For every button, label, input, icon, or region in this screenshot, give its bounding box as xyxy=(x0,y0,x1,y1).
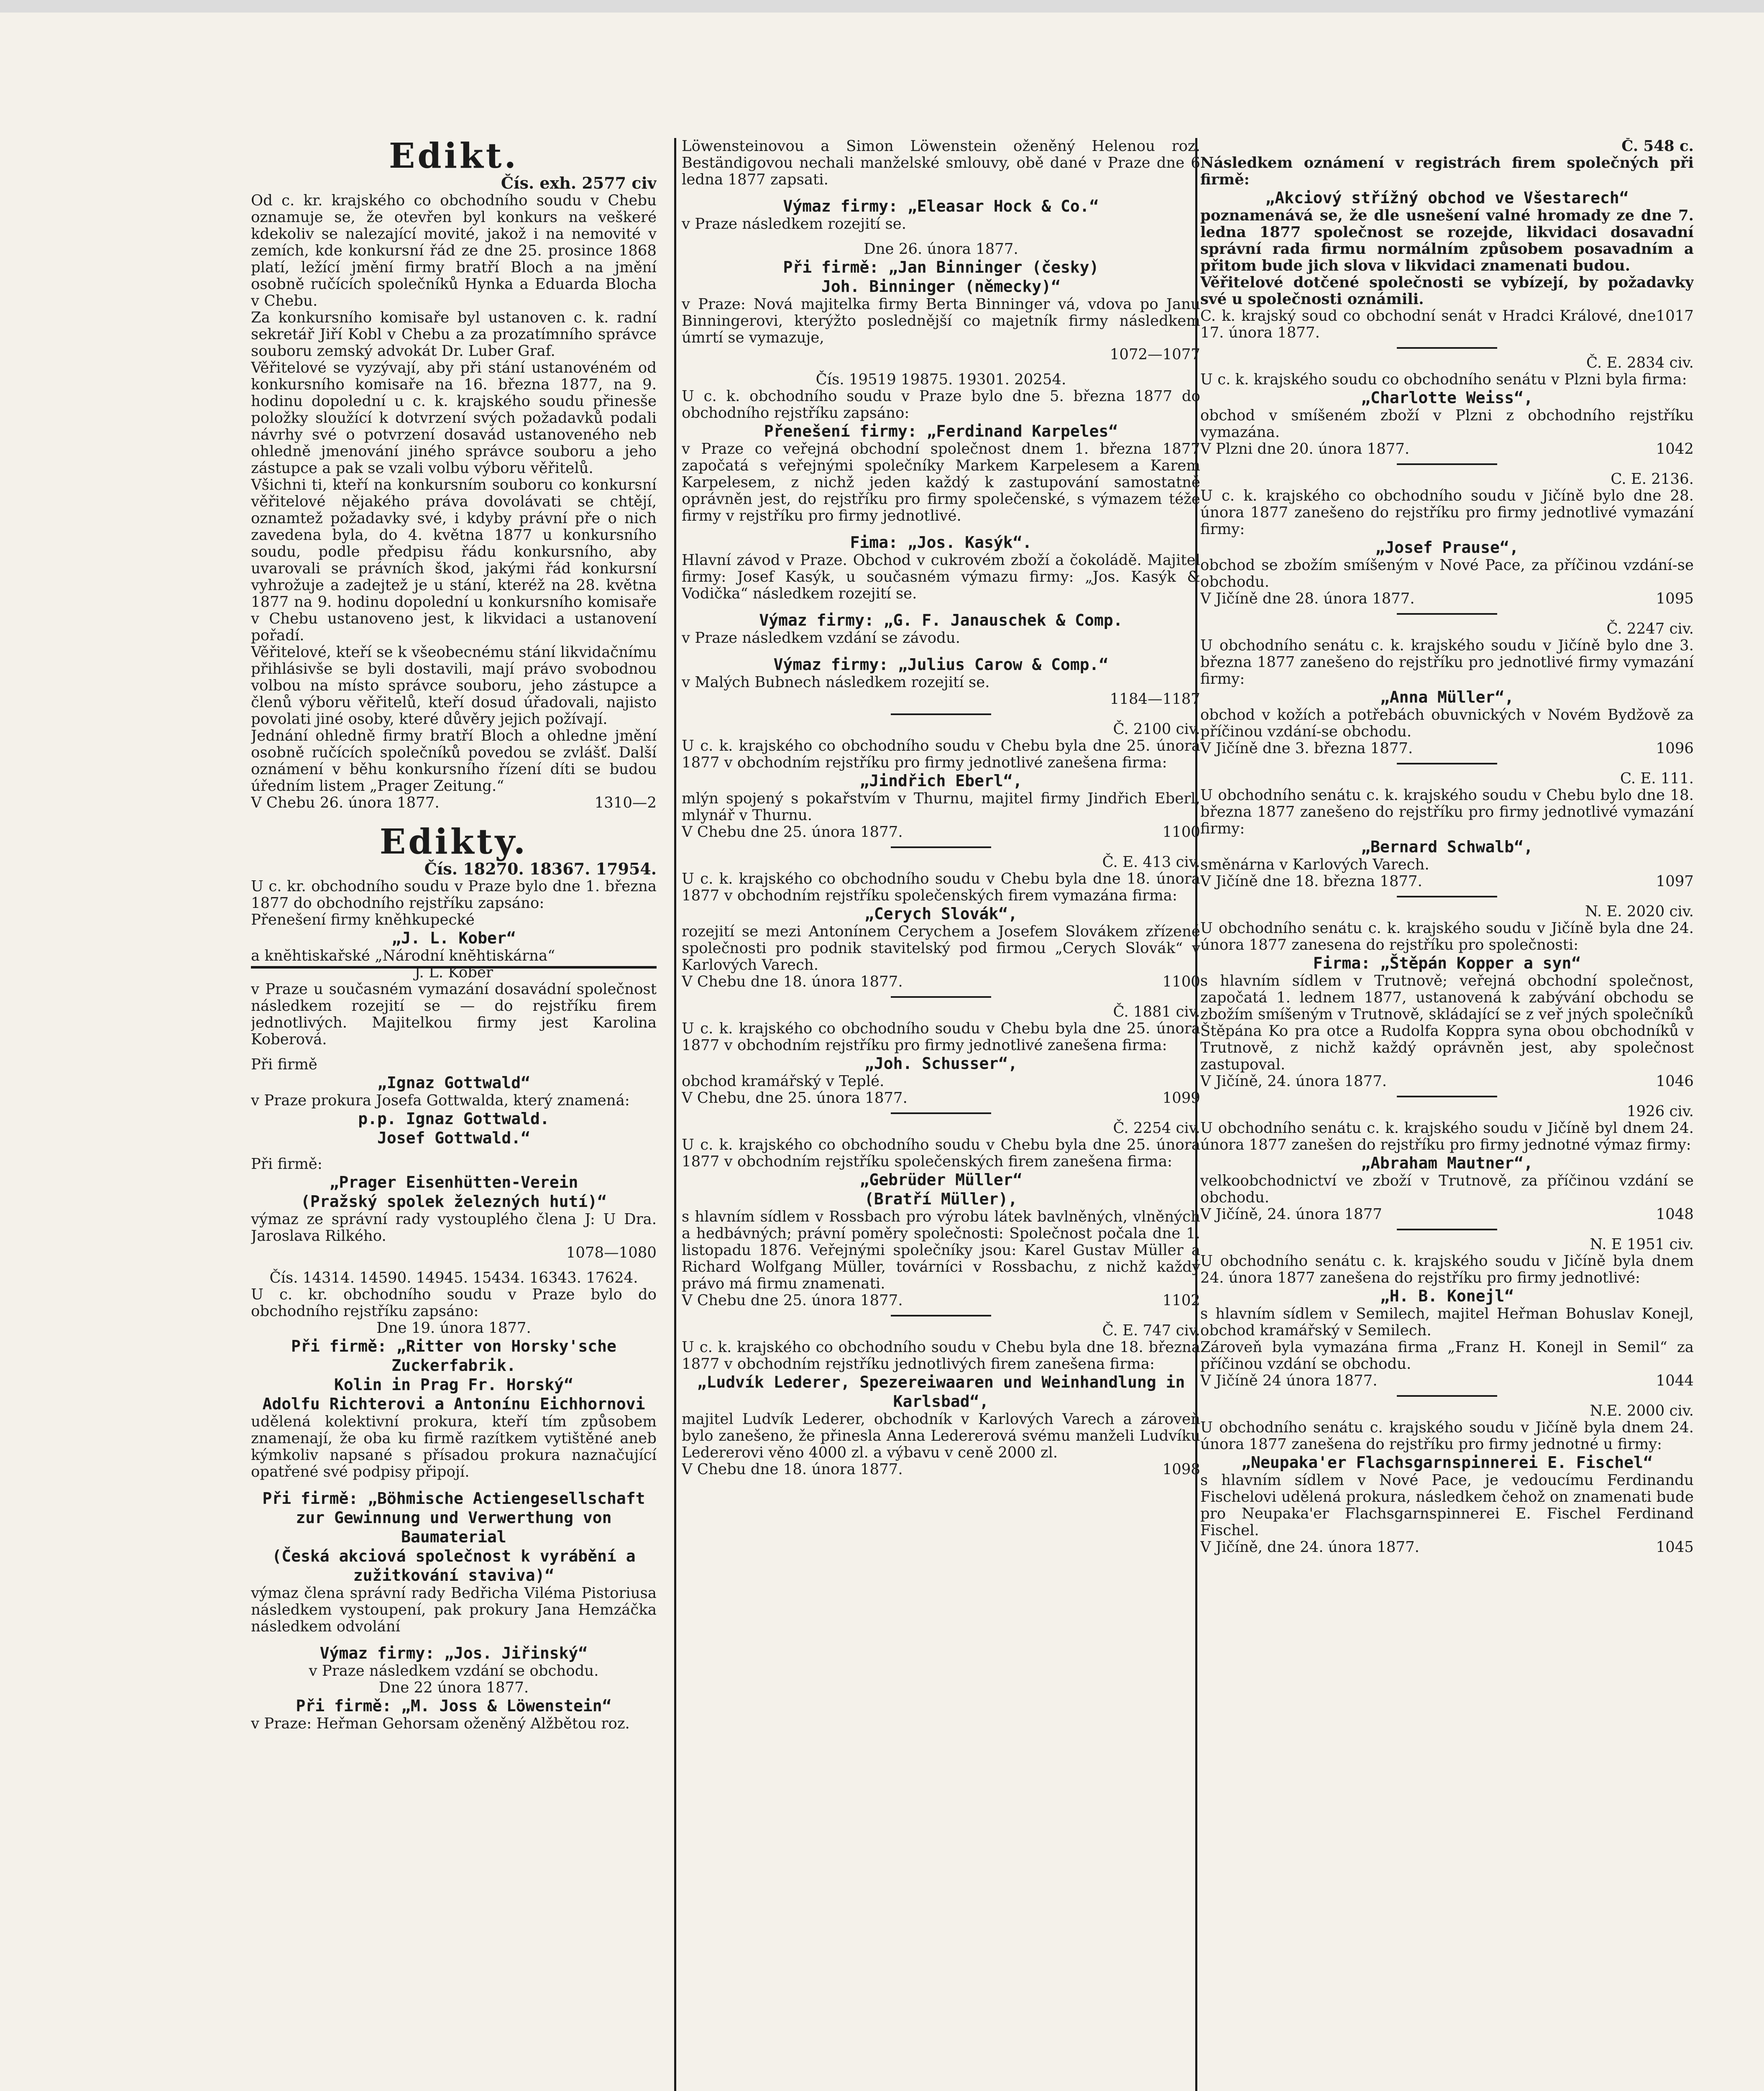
notice-paragraph: s hlavním sídlem v Rossbach pro výrobu látek bavlněných, vlněných a hedbávných; právní poměry společnosti: Společnost počala dne 1. listopadu 1876. Veřejnými společníky jsou: Karel Gustav Müller a Richard Wolfgang Müller, továrníci v Rossbachu, z nichž každý právo má firmu znamenati. xyxy=(682,1208,1200,1292)
notice-ref: Č. 2247 civ. xyxy=(1606,620,1694,637)
notice-paragraph: U obchodního senátu c. k. krajského soudu v Chebu bylo dne 18. března 1877 zanešeno do rejstříku pro firmy jednotlivé vymazání firmy: xyxy=(1200,787,1694,837)
notice-paragraph: velkoobchodnictví ve zboží v Trutnově, za příčinou vzdání se obchodu. xyxy=(1200,1172,1694,1206)
notice-paragraph: U c. k. krajského co obchodního soudu v Jičíně bylo dne 28. února 1877 zanešeno do rejstříku pro firmy jednotlivé vymazání firmy: xyxy=(1200,487,1694,538)
firm-name: „Anna Müller“, xyxy=(1380,688,1514,706)
notice-number: 1046 xyxy=(1656,1073,1694,1090)
notice-paragraph: v Praze: Nová majitelka firmy Berta Binninger vá, vdova po Janu Binningerovi, kterýžto poslednější co majetník firmy následkem úmrtí se vymazuje, xyxy=(682,296,1200,346)
notice-signature xyxy=(1200,1539,1694,1556)
notice-number: 1072—1077 xyxy=(1110,346,1200,363)
firm-name: „J. L. Kober“ xyxy=(391,929,516,947)
notice-paragraph: výmaz člena správní rady Bedřicha Viléma Pistoriusa následkem vystoupení, pak prokury Jana Hemzáčka následkem odvolání xyxy=(251,1585,657,1635)
notice-paragraph: J. L. Kober xyxy=(414,964,493,981)
notice-date: V Chebu dne 25. února 1877. xyxy=(682,823,903,841)
notice-paragraph: majitel Ludvík Lederer, obchodník v Karlových Varech a zároveň bylo zanešeno, že přinesla Anna Ledererová svému manželi Ludvíku Ledererovi věno 4000 zl. a výbavu v ceně 2000 zl. xyxy=(682,1411,1200,1461)
firm-name: Firma: „Štěpán Kopper a syn“ xyxy=(1313,954,1581,972)
notice-date: V Jičíně 24 února 1877. xyxy=(1200,1372,1378,1389)
notice-ref: Č. 2254 civ. xyxy=(1113,1120,1200,1137)
firm-name: „Charlotte Weiss“, xyxy=(1361,389,1533,407)
notice-paragraph: Zároveň byla vymazána firma „Franz H. Konejl in Semil“ za příčinou vzdání se obchodu. xyxy=(1200,1339,1694,1373)
notice-date: Dne 22 února 1877. xyxy=(378,1679,529,1696)
notice-paragraph: obchod v smíšeném zboží v Plzni z obchodního rejstříku vymazána. xyxy=(1200,407,1694,441)
notice-paragraph: U obchodního senátu c. k. krajského soudu v Jičíně bylo dne 3. března 1877 zanešeno do rejstříku pro jednotlivé firmy vymazání firmy: xyxy=(1200,637,1694,688)
separator xyxy=(1397,896,1497,897)
notice-paragraph: U c. k. krajského co obchodního soudu v Chebu byla dne 18. února 1877 v obchodním rejstříku společenských firem vymazána firma: xyxy=(682,870,1200,904)
edikt-paragraph: Od c. kr. krajského co obchodního soudu v Chebu oznamuje se, že otevřen byl konkurs na veškeré kdekoliv se nalezající movité, jakož i na nemovité v zemích, kde konkursní řád ze dne 25. prosince 1868 platí, ležící jmění firmy bratří Bloch a na jmění osobně ručících společníků Hynka a Eduarda Blocha v Chebu. xyxy=(251,192,657,309)
notice-paragraph: U c. k. krajského co obchodního soudu v Chebu byla dne 18. března 1877 v obchodním rejstříku jednotlivých firem zanešena firma: xyxy=(682,1339,1200,1373)
notice-paragraph: v Praze následkem rozejití se. xyxy=(682,215,906,233)
notice-ref: Č. 1881 civ. xyxy=(1113,1003,1200,1020)
edikt-date: V Chebu 26. února 1877. xyxy=(251,794,440,811)
notice-paragraph: v Praze následkem vzdání se obchodu. xyxy=(309,1662,599,1679)
notice-ref: Č. 2100 civ. xyxy=(1113,721,1200,738)
firm-name: „Prager Eisenhütten-Verein xyxy=(329,1173,578,1191)
separator xyxy=(891,996,991,998)
notice-paragraph: U c. k. obchodního soudu v Praze bylo dne 5. března 1877 do obchodního rejstříku zapsáno: xyxy=(682,388,1200,422)
notice-number: 1100 xyxy=(1162,823,1200,841)
scan-top-border xyxy=(0,0,1764,13)
edikt-text xyxy=(251,192,657,811)
notice-signature xyxy=(682,974,1200,990)
notice-paragraph: výmaz ze správní rady vystouplého člena J: U Dra. Jaroslava Rilkého. xyxy=(251,1211,657,1245)
notice-paragraph: rozejití se mezi Antonínem Cerychem a Josefem Slovákem zřízené společnosti pro podnik stavitelský pod firmou „Cerych Slovák“ v Karlových Varech. xyxy=(682,923,1200,974)
separator xyxy=(891,1112,991,1114)
notice-date: V Chebu, dne 25. února 1877. xyxy=(682,1089,908,1107)
notice-date: V Jičíně dne 18. března 1877. xyxy=(1200,873,1422,890)
firm-name: „Abraham Mautner“, xyxy=(1361,1154,1533,1172)
notice-paragraph: v Praze co veřejná obchodní společnost dnem 1. března 1877 započatá s veřejnými společníky Markem Karpelesem a Karem Karpelesem, z nichž jeden každý k zastupování samostatně oprávněn jest, do rejstříku pro firmy společenské, s výmazem téže firmy v rejstříku pro firmy jednotlivé. xyxy=(682,440,1200,524)
notice-date: V Jičíně, dne 24. února 1877. xyxy=(1200,1539,1419,1556)
firm-name: „Bernard Schwalb“, xyxy=(1361,838,1533,856)
notice-signature xyxy=(682,1461,1200,1478)
firm-name: Při firmě: „M. Joss & Löwenstein“ xyxy=(296,1697,612,1715)
notice-date: V Chebu dne 25. února 1877. xyxy=(682,1292,903,1309)
notice-date: V Jičíně dne 3. března 1877. xyxy=(1200,740,1413,757)
edikt-paragraph: Věřitelové se vyzývají, aby při stání ustanovéném od konkursního komisaře na 16. března 1877, na 9. hodinu dopolední u c. k. krajského soudu přinesše položky sloužící k dotvrzení svých požadavků podali návrhy své o potvrzení dosavád ustanoveného neb ohledně jmenování jiného správce souboru a jeho zástupce a pak se vzali volbu výboru věřitelů. xyxy=(251,359,657,477)
firm-name: Přenešení firmy: „Ferdinand Karpeles“ xyxy=(764,422,1118,440)
firm-name: Joh. Binninger (německy)“ xyxy=(821,277,1061,296)
notice-paragraph: s hlavním sídlem v Trutnově; veřejná obchodní společnost, započatá 1. lednem 1877, ustanovená k zabývání obchodu se zbožím smíšeným v Trutnově, skládající se z veř jných společníků Štěpána Ko pra otce a Rudolfa Koppra syna obou obchodníků v Trutnově, z nichž každý oprávněn jest, aby společnost zastupoval. xyxy=(1200,972,1694,1073)
notice-ref: N.E. 2000 civ. xyxy=(1590,1402,1694,1419)
firm-name: (Bratří Müller), xyxy=(864,1190,1018,1208)
notice-paragraph: v Malých Bubnech následkem rozejití se. xyxy=(682,674,990,691)
notice-paragraph: U c. k. krajského co obchodního soudu v Chebu byla dne 25. února 1877 v obchodním rejstříku pro firmy jednotlivé zanešena firma: xyxy=(682,1020,1200,1054)
notice-date: Dne 19. února 1877. xyxy=(376,1319,531,1337)
edikt-paragraph: Všichni ti, kteří na konkursním souboru co konkursní věřitelové nějakého práva dovolávati se chtějí, oznamtež požadavky své, i kdyby právní pře o nich zavedena byla, do 4. května 1877 u konkursního soudu, podle předpisu řádu konkursního, aby uvarovali se právních škod, jakými řád konkursní vyhrožuje a zadejtež je u stání, kteréž na 28. května 1877 na 9. hodinu dopolední u konkursního komisaře v Chebu ustanoveno jest, k likvidaci a ustanovení pořadí. xyxy=(251,476,657,644)
notice-number: 1048 xyxy=(1656,1206,1694,1223)
notice-paragraph: U obchodního senátu c. k. krajského soudu v Jičíně byl dnem 24. února 1877 zanešen do rejstříku pro firmy jednotné výmaz firmy: xyxy=(1200,1120,1694,1153)
edikt-number: 1310—2 xyxy=(594,794,657,811)
firm-name: „Jindřich Eberl“, xyxy=(859,772,1023,790)
separator xyxy=(1397,1229,1497,1230)
notice-number: 1045 xyxy=(1656,1539,1694,1556)
notice-paragraph: Následkem oznámení v registrách firem společných při firmě: xyxy=(1200,154,1694,188)
notice-number: 1100 xyxy=(1162,973,1200,990)
notice-paragraph: U c. k. krajského co obchodního soudu v Chebu byla dne 25. února 1877 v obchodním rejstříku společenských firem zanešena firma: xyxy=(682,1136,1200,1170)
firm-name: „Gebrüder Müller“ xyxy=(859,1171,1023,1189)
edikt-title: Edikt. xyxy=(389,138,519,176)
notice-signature xyxy=(682,824,1200,841)
notice-paragraph: obchod v kožích a potřebách obuvnických v Novém Bydžově za příčinou vzdání-se obchodu. xyxy=(1200,706,1694,740)
notice-number: 1099 xyxy=(1162,1089,1200,1107)
notice-signature xyxy=(1200,740,1694,757)
notice-paragraph: v Praze následkem vzdání se závodu. xyxy=(682,629,960,647)
notice-number: 1184—1187 xyxy=(1110,690,1200,708)
separator xyxy=(1397,613,1497,615)
notice-signature xyxy=(1200,873,1694,890)
firm-name: „Ignaz Gottwald“ xyxy=(377,1074,531,1092)
firm-name: Výmaz firmy: „Jos. Jiřinský“ xyxy=(320,1644,588,1662)
notice-signature xyxy=(1200,1073,1694,1090)
notice-paragraph: v Praze u současném vymazání dosavádní společnost následkem rozejití se — do rejstříku firem jednotlivých. Majitelkou firmy jest Karolina Koberová. xyxy=(251,981,657,1048)
notice-date: V Plzni dne 20. února 1877. xyxy=(1200,440,1410,458)
separator xyxy=(891,1315,991,1316)
edikty-ref: Čís. 18270. 18367. 17954. xyxy=(424,859,657,878)
notice-signature xyxy=(1200,441,1694,458)
column-1 xyxy=(251,138,657,2091)
notice-ref: Čís. 14314. 14590. 14945. 15434. 16343. 17624. xyxy=(269,1269,638,1286)
notice-ref: Čís. 19519 19875. 19301. 20254. xyxy=(816,371,1066,388)
notice-number: 1095 xyxy=(1656,590,1694,607)
notice-paragraph: Věřitelové dotčené společnosti se vybízejí, by požadavky své u společnosti oznámili. xyxy=(1200,274,1694,308)
notice-paragraph: U obchodního senátu c. k. krajského soudu v Jičíně byla dnem 24. února 1877 zanešena do rejstříku pro firmy jednotlivé: xyxy=(1200,1253,1694,1286)
separator xyxy=(1397,347,1497,349)
notice-paragraph: v Praze prokura Josefa Gottwalda, který znamená: xyxy=(251,1092,630,1109)
notice-ref: Č. E. 2834 civ. xyxy=(1586,354,1694,371)
column-2-text xyxy=(682,138,1200,1478)
firm-name: Při firmě: „Jan Binninger (česky) xyxy=(783,258,1099,276)
firm-name: „Cerych Slovák“, xyxy=(864,905,1018,923)
notice-date: V Jičíně dne 28. února 1877. xyxy=(1200,590,1415,607)
notice-ref: C. E. 111. xyxy=(1620,770,1694,787)
notice-paragraph: U c. k. krajského soudu co obchodního senátu v Plzni byla firma: xyxy=(1200,371,1687,388)
notice-number: 1097 xyxy=(1656,873,1694,890)
firm-name: „Josef Prause“, xyxy=(1375,538,1519,557)
notice-paragraph: U c. kr. obchodního soudu v Praze bylo dne 1. března 1877 do obchodního rejstříku zapsáno: xyxy=(251,878,657,912)
firm-name: p.p. Ignaz Gottwald. xyxy=(358,1109,550,1128)
firm-name: „Ludvík Lederer, Spezereiwaaren und Weinhandlung in Karlsbad“, xyxy=(697,1373,1185,1411)
firm-name: Josef Gottwald.“ xyxy=(377,1129,531,1147)
notice-paragraph: mlýn spojený s pokařstvím v Thurnu, majitel firmy Jindřich Eberl, mlynář v Thurnu. xyxy=(682,790,1200,824)
firm-name: Výmaz firmy: „G. F. Janauschek & Comp. xyxy=(759,611,1123,629)
notice-ref: N. E 1951 civ. xyxy=(1590,1236,1694,1253)
separator xyxy=(1397,1096,1497,1097)
firm-name: (Pražský spolek železných hutí)“ xyxy=(300,1192,607,1211)
notice-paragraph: U c. k. krajského co obchodního soudu v Chebu byla dne 25. února 1877 v obchodním rejstříku pro firmy jednotlivé zanešena firma: xyxy=(682,737,1200,771)
firm-name: Výmaz firmy: „Julius Carow & Comp.“ xyxy=(773,655,1109,674)
notice-ref: Č. 548 c. xyxy=(1621,138,1694,155)
edikt-paragraph: Věřitelové, kteří se k všeobecnému stání likvidačnímu přihlásivše se byli dostavili, mají právo svobodnou volbou na místo správce souboru, jeho zástupce a členů výboru věřitelů, kteří dosud úřadovali, najisto povolati jiné osoby, které důvěry jejich požívají. xyxy=(251,644,657,728)
notice-paragraph: poznamenává se, že dle usnešení valné hromady ze dne 7. ledna 1877 společnost se rozejde, likvidaci dosavadní správní rada firmu normálním způsobem posavadním a přitom bude jich slova v likvidaci znamenati budou. xyxy=(1200,207,1694,274)
notice-ref: 1926 civ. xyxy=(1627,1103,1694,1120)
notice-paragraph: směnárna v Karlových Varech. xyxy=(1200,856,1429,873)
notice-paragraph: a knĕhtiskařské „Národní knĕhtiskárna“ xyxy=(251,947,555,964)
edikt-signature xyxy=(251,795,657,811)
firm-name: Při firmě: „Böhmische Actiengesellschaft zur Gewinnung und Verwerthung von Baumaterial xyxy=(262,1489,645,1546)
notice-paragraph: obchod se zbožím smíšeným v Nové Pace, za příčinou vzdání-se obchodu. xyxy=(1200,557,1694,590)
edikty-text xyxy=(251,878,657,1732)
notice-date: C. k. krajský soud co obchodní senát v Hradci Králové, dne 17. února 1877. xyxy=(1200,307,1656,341)
column-divider-left xyxy=(674,138,676,2091)
firm-name: (Česká akciová společnost k vyrábění a zužitkování staviva)“ xyxy=(272,1547,636,1585)
separator xyxy=(1397,463,1497,465)
notice-date: V Chebu dne 18. února 1877. xyxy=(682,1461,903,1478)
column-3 xyxy=(1200,138,1694,2091)
separator xyxy=(1397,763,1497,764)
notice-paragraph: obchod kramářský v Teplé. xyxy=(682,1073,885,1090)
separator xyxy=(891,846,991,848)
notice-number: 1078—1080 xyxy=(566,1244,657,1261)
firm-name: Výmaz firmy: „Eleasar Hock & Co.“ xyxy=(783,197,1099,215)
firm-name: „Akciový střížný obchod ve Všestarech“ xyxy=(1265,189,1629,207)
firm-name: Fima: „Jos. Kasýk“. xyxy=(850,533,1032,552)
edikty-title: Edikty. xyxy=(379,822,528,862)
edikt-ref: Čís. exh. 2577 civ xyxy=(501,174,657,192)
firm-name: Při firmě: „Ritter von Horsky'sche Zuckerfabrik. xyxy=(291,1337,616,1375)
notice-date: V Jičíně, 24. února 1877. xyxy=(1200,1073,1387,1090)
firm-name: Adolfu Richterovi a Antonínu Eichhornovi xyxy=(262,1395,645,1413)
notice-paragraph: s hlavním sídlem v Nové Pace, je vedoucímu Ferdinandu Fischelovi udělená prokura, následkem čehož on znamenati bude pro Neupaka'er Flachsgarnspinnerei E. Fischel Ferdinand Fischel. xyxy=(1200,1472,1694,1539)
notice-ref: C. E. 2136. xyxy=(1611,470,1694,488)
notice-paragraph: U obchodního senátu c. k. krajského soudu v Jičíně byla dne 24. února 1877 zanesena do rejstříku pro společnosti: xyxy=(1200,920,1694,953)
notice-date: V Chebu dne 18. února 1877. xyxy=(682,973,903,990)
notice-date: Dne 26. února 1877. xyxy=(864,240,1018,258)
notice-ref: Č. E. 747 civ. xyxy=(1102,1322,1200,1339)
notice-signature xyxy=(1200,590,1694,607)
notice-label: Při firmě xyxy=(251,1056,317,1073)
notice-number: 1096 xyxy=(1656,740,1694,757)
notice-paragraph: Hlavní závod v Praze. Obchod v cukrovém zboží a čokoládě. Majitel firmy: Josef Kasýk, u současném výmazu firmy: „Jos. Kasýk & Vodička“ následkem rozejití se. xyxy=(682,552,1200,602)
notice-number: 1044 xyxy=(1656,1372,1694,1389)
firm-name: „Neupaka'er Flachsgarnspinnerei E. Fischel“ xyxy=(1241,1453,1653,1472)
edikt-paragraph: Za konkursního komisaře byl ustanoven c. k. radní sekretář Jiří Kobl v Chebu a za prozatímního správce souboru zemský advokát Dr. Luber Graf. xyxy=(251,309,657,360)
firm-name: „H. B. Konejl“ xyxy=(1380,1287,1514,1305)
notice-paragraph: U obchodního senátu c. krajského soudu v Jičíně byla dnem 24. února 1877 zanešena do rejstříku pro firmy jednotné u firmy: xyxy=(1200,1419,1694,1453)
notice-paragraph: Přenešení firmy kněhkupecké xyxy=(251,911,475,928)
column-2 xyxy=(682,138,1200,2091)
notice-ref: Č. E. 413 civ. xyxy=(1102,854,1200,871)
firm-name: Kolin in Prag Fr. Horský“ xyxy=(334,1375,573,1394)
notice-number: 1098 xyxy=(1162,1461,1200,1478)
separator xyxy=(891,713,991,715)
firm-name: „Joh. Schusser“, xyxy=(864,1054,1018,1073)
notice-number: 1042 xyxy=(1656,440,1694,458)
notice-signature xyxy=(682,1292,1200,1309)
notice-signature xyxy=(682,1090,1200,1107)
notice-date: V Jičíně, 24. února 1877 xyxy=(1200,1206,1382,1223)
notice-paragraph: Löwensteinovou a Simon Löwenstein oženěný Helenou roz. Beständigovou nechali manželské smlouvy, obě dané v Praze dne 6 ledna 1877 zapsati. xyxy=(682,138,1200,188)
notice-label: Při firmě: xyxy=(251,1155,322,1173)
notice-paragraph: udělená kolektivní prokura, kteří tím způsobem znamenají, že oba ku firmě razítkem vytištěné aneb kýmkoliv napsané s přísadou prokura naznačující opatřené své podpisy připojí. xyxy=(251,1413,657,1480)
notice-signature xyxy=(1200,308,1694,341)
notice-number: 1102 xyxy=(1162,1292,1200,1309)
notice-number: 1017 xyxy=(1656,307,1694,325)
edikt-paragraph: Jednání ohledně firmy bratří Bloch a ohledne jmění osobně ručících společníků povedou se zvlášť. Další oznámení v běhu konkursního řízení díti se budou úředním listem „Prager Zeitung.“ xyxy=(251,727,657,795)
separator xyxy=(1397,1395,1497,1397)
notice-signature xyxy=(1200,1206,1694,1223)
notice-paragraph: s hlavním sídlem v Semilech, majitel Heřman Bohuslav Konejl, obchod kramářský v Semilech. xyxy=(1200,1305,1694,1339)
notice-signature xyxy=(1200,1373,1694,1389)
column-3-text xyxy=(1200,138,1694,1556)
notice-paragraph: U c. kr. obchodního soudu v Praze bylo do obchodního rejstříku zapsáno: xyxy=(251,1286,657,1320)
notice-ref: N. E. 2020 civ. xyxy=(1585,903,1694,920)
notice-paragraph: v Praze: Heřman Gehorsam oženěný Alžbětou roz. xyxy=(251,1715,630,1732)
